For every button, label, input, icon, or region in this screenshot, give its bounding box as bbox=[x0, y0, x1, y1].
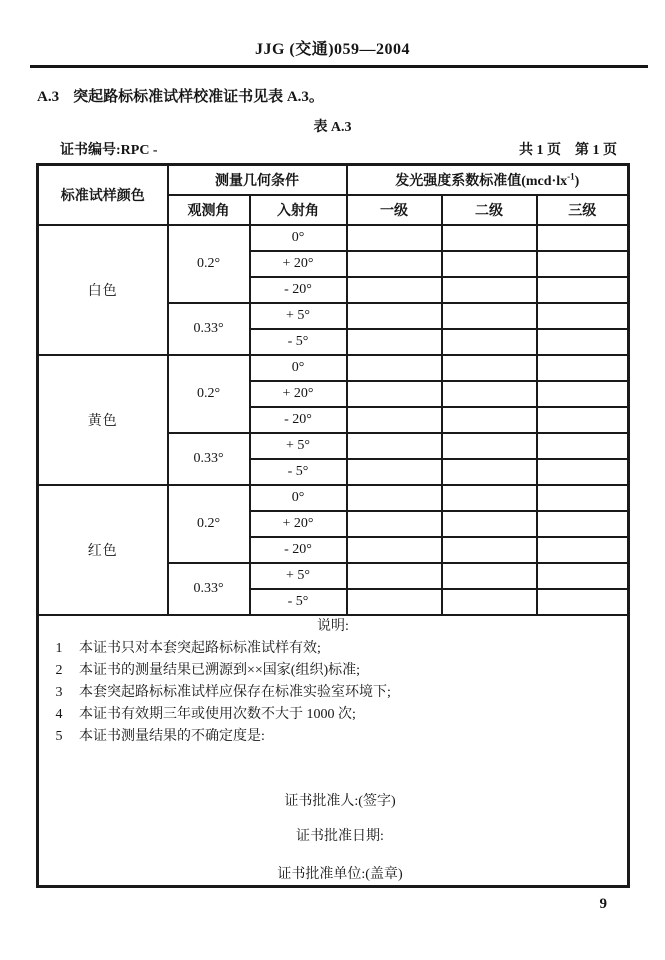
incidence-angle-cell: - 5° bbox=[250, 589, 347, 615]
header-cell-grade-3: 三级 bbox=[537, 195, 629, 225]
notes-title: 说明: bbox=[317, 619, 349, 634]
incidence-angle-cell: + 20° bbox=[250, 511, 347, 537]
value-cell bbox=[347, 485, 442, 511]
coefficient-label-suffix: ) bbox=[574, 174, 580, 189]
incidence-angle-cell: + 5° bbox=[250, 433, 347, 459]
value-cell bbox=[442, 511, 537, 537]
value-cell bbox=[537, 485, 629, 511]
coefficient-label-prefix: 发光强度系数标准值(mcd·lx bbox=[395, 174, 568, 189]
notes-row bbox=[38, 615, 629, 887]
coefficient-label-superscript: -1 bbox=[567, 171, 575, 182]
value-cell bbox=[537, 459, 629, 485]
observation-angle-cell: 0.2° bbox=[168, 355, 250, 433]
value-cell bbox=[537, 251, 629, 277]
header-cell-grade-1: 一级 bbox=[347, 195, 442, 225]
value-cell bbox=[537, 563, 629, 589]
section-number: A.3 bbox=[37, 89, 60, 105]
value-cell bbox=[347, 537, 442, 563]
value-cell bbox=[537, 537, 629, 563]
observation-angle-cell: 0.33° bbox=[168, 433, 250, 485]
incidence-angle-cell: 0° bbox=[250, 485, 347, 511]
note-text: 本套突起路标标准试样应保存在标准实验室环境下; bbox=[79, 685, 391, 700]
note-number: 5 bbox=[55, 729, 63, 744]
value-cell bbox=[537, 277, 629, 303]
section-text: 突起路标标准试样校准证书见表 A.3。 bbox=[73, 89, 324, 105]
value-cell bbox=[347, 251, 442, 277]
header-cell-coefficient bbox=[347, 165, 629, 196]
value-cell bbox=[442, 277, 537, 303]
header-cell-observation-angle: 观测角 bbox=[168, 195, 250, 225]
observation-angle-cell: 0.33° bbox=[168, 563, 250, 615]
value-cell bbox=[442, 355, 537, 381]
value-cell bbox=[347, 563, 442, 589]
value-cell bbox=[537, 303, 629, 329]
incidence-angle-cell: - 20° bbox=[250, 537, 347, 563]
value-cell bbox=[537, 355, 629, 381]
approval-unit-line: 证书批准单位:(盖章) bbox=[277, 867, 403, 882]
value-cell bbox=[442, 485, 537, 511]
value-cell bbox=[347, 355, 442, 381]
value-cell bbox=[442, 589, 537, 615]
value-cell bbox=[347, 511, 442, 537]
header-cell-incidence-angle: 入射角 bbox=[250, 195, 347, 225]
value-cell bbox=[537, 225, 629, 251]
header-cell-grade-2: 二级 bbox=[442, 195, 537, 225]
note-number: 4 bbox=[55, 707, 63, 722]
value-cell bbox=[442, 381, 537, 407]
page-count-label: 共 1 页 第 1 页 bbox=[519, 143, 617, 158]
note-text: 本证书有效期三年或使用次数不大于 1000 次; bbox=[79, 707, 356, 722]
note-item bbox=[39, 704, 627, 726]
page-number: 9 bbox=[599, 896, 607, 912]
value-cell bbox=[347, 225, 442, 251]
value-cell bbox=[347, 303, 442, 329]
table-row bbox=[38, 355, 629, 381]
table-row bbox=[38, 225, 629, 251]
incidence-angle-cell: + 5° bbox=[250, 563, 347, 589]
value-cell bbox=[347, 329, 442, 355]
incidence-angle-cell: + 5° bbox=[250, 303, 347, 329]
incidence-angle-cell: - 20° bbox=[250, 407, 347, 433]
value-cell bbox=[442, 251, 537, 277]
table-header-row-1 bbox=[38, 165, 629, 196]
note-item bbox=[39, 660, 627, 682]
table-caption: 表 A.3 bbox=[313, 120, 352, 135]
value-cell bbox=[442, 407, 537, 433]
note-item bbox=[39, 682, 627, 704]
color-cell-white: 白色 bbox=[38, 225, 168, 355]
header-rule bbox=[30, 65, 648, 68]
incidence-angle-cell: + 20° bbox=[250, 251, 347, 277]
observation-angle-cell: 0.33° bbox=[168, 303, 250, 355]
value-cell bbox=[347, 433, 442, 459]
value-cell bbox=[347, 459, 442, 485]
value-cell bbox=[537, 433, 629, 459]
incidence-angle-cell: 0° bbox=[250, 355, 347, 381]
page-title: JJG (交通)059—2004 bbox=[254, 41, 411, 58]
note-number: 2 bbox=[55, 663, 63, 678]
notes-section bbox=[38, 615, 629, 887]
section-heading bbox=[37, 85, 665, 106]
value-cell bbox=[442, 303, 537, 329]
incidence-angle-cell: - 20° bbox=[250, 277, 347, 303]
incidence-angle-cell: + 20° bbox=[250, 381, 347, 407]
incidence-angle-cell: - 5° bbox=[250, 459, 347, 485]
certificate-number-label: 证书编号:RPC - bbox=[60, 143, 158, 158]
table-row bbox=[38, 485, 629, 511]
value-cell bbox=[442, 537, 537, 563]
color-cell-yellow: 黄色 bbox=[38, 355, 168, 485]
value-cell bbox=[537, 589, 629, 615]
approval-date-line: 证书批准日期: bbox=[296, 829, 384, 844]
value-cell bbox=[537, 407, 629, 433]
note-text: 本证书的测量结果已溯源到××国家(组织)标准; bbox=[79, 663, 361, 678]
header-cell-color: 标准试样颜色 bbox=[38, 165, 168, 226]
value-cell bbox=[347, 407, 442, 433]
calibration-table bbox=[36, 163, 630, 888]
header-cell-geometry: 测量几何条件 bbox=[168, 165, 347, 196]
value-cell bbox=[347, 381, 442, 407]
note-text: 本证书测量结果的不确定度是: bbox=[79, 729, 265, 744]
certificate-meta-row bbox=[60, 139, 617, 159]
observation-angle-cell: 0.2° bbox=[168, 225, 250, 303]
approver-line: 证书批准人:(签字) bbox=[284, 794, 396, 809]
note-item bbox=[39, 638, 627, 660]
note-number: 3 bbox=[55, 685, 63, 700]
note-text: 本证书只对本套突起路标标准试样有效; bbox=[79, 641, 321, 656]
value-cell bbox=[442, 433, 537, 459]
note-item bbox=[39, 726, 627, 748]
note-number: 1 bbox=[55, 641, 63, 656]
value-cell bbox=[537, 381, 629, 407]
value-cell bbox=[442, 329, 537, 355]
color-cell-red: 红色 bbox=[38, 485, 168, 615]
incidence-angle-cell: - 5° bbox=[250, 329, 347, 355]
value-cell bbox=[537, 511, 629, 537]
incidence-angle-cell: 0° bbox=[250, 225, 347, 251]
value-cell bbox=[442, 225, 537, 251]
value-cell bbox=[442, 459, 537, 485]
value-cell bbox=[442, 563, 537, 589]
value-cell bbox=[537, 329, 629, 355]
observation-angle-cell: 0.2° bbox=[168, 485, 250, 563]
value-cell bbox=[347, 589, 442, 615]
value-cell bbox=[347, 277, 442, 303]
